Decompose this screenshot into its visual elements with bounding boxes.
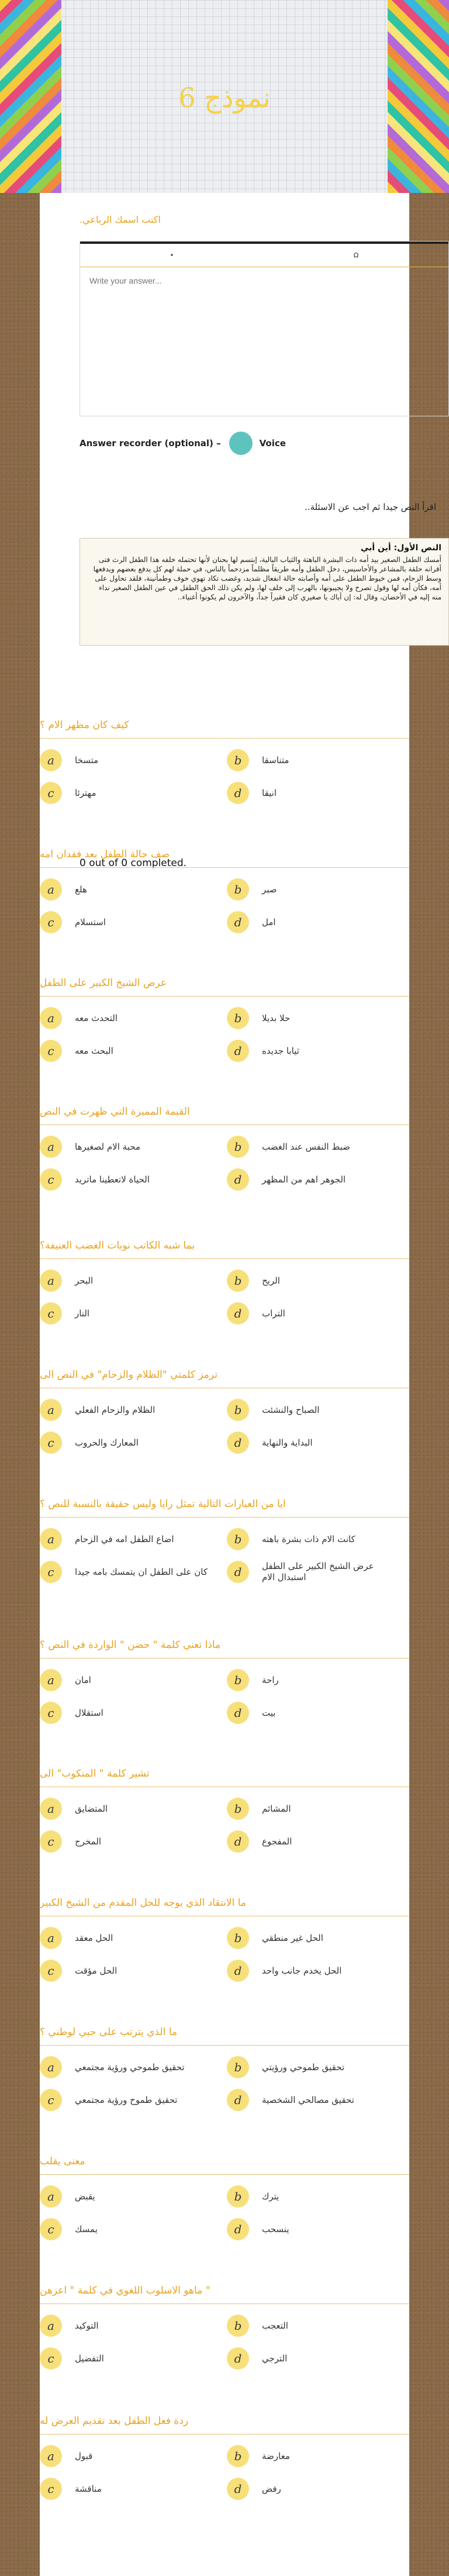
option-d[interactable] bbox=[227, 1829, 402, 1854]
option-letter-badge: d bbox=[227, 1302, 249, 1325]
option-letter-badge: b bbox=[227, 878, 249, 901]
option-letter-badge: d bbox=[227, 782, 249, 804]
option-label: الحياة لاتعطينا ماتريد bbox=[75, 1174, 150, 1185]
option-letter-badge: d bbox=[227, 2218, 249, 2240]
question-11 bbox=[40, 2026, 409, 2137]
option-d[interactable] bbox=[227, 1038, 402, 1064]
option-label: الحل يخدم جانب واحد bbox=[262, 1965, 342, 1976]
option-a[interactable] bbox=[40, 1268, 215, 1294]
option-label: امان bbox=[75, 1674, 91, 1685]
option-letter-badge: a bbox=[40, 878, 62, 901]
question-6 bbox=[40, 1369, 409, 1480]
answer-toolbar bbox=[80, 242, 448, 267]
option-label: تحقيق طموحي ورؤيتي bbox=[262, 2061, 345, 2072]
option-letter-badge: b bbox=[227, 1528, 249, 1550]
option-d[interactable] bbox=[227, 1559, 402, 1585]
option-d[interactable] bbox=[227, 2216, 402, 2242]
option-d[interactable] bbox=[227, 1430, 402, 1456]
option-a[interactable] bbox=[40, 1005, 215, 1031]
option-letter-badge: a bbox=[40, 1669, 62, 1691]
option-d[interactable] bbox=[227, 780, 402, 806]
question-12 bbox=[40, 2156, 409, 2267]
option-c[interactable] bbox=[40, 780, 215, 806]
option-letter-badge: a bbox=[40, 2056, 62, 2078]
page-title: نموذج 6 bbox=[178, 82, 271, 113]
option-label: يقبض bbox=[75, 2191, 95, 2202]
question-text: ايا من العبارات التالية تمثل رايا وليس حقيقة بالنسبة للنص ؟ bbox=[40, 1498, 409, 1518]
option-d[interactable] bbox=[227, 1301, 402, 1326]
option-letter-badge: d bbox=[227, 1702, 249, 1724]
question-3 bbox=[40, 977, 409, 1088]
option-a[interactable] bbox=[40, 2054, 215, 2080]
option-label: معارضة bbox=[262, 2450, 290, 2461]
option-a[interactable] bbox=[40, 1667, 215, 1693]
passage-image bbox=[80, 538, 449, 646]
option-letter-badge: d bbox=[227, 1168, 249, 1191]
option-letter-badge: b bbox=[227, 1798, 249, 1820]
option-c[interactable] bbox=[40, 1700, 215, 1726]
option-letter-badge: c bbox=[40, 1302, 62, 1325]
special-char-button[interactable]: Ω bbox=[353, 251, 359, 259]
option-d[interactable] bbox=[227, 1958, 402, 1984]
option-c[interactable] bbox=[40, 1829, 215, 1854]
option-label: التراب bbox=[262, 1308, 285, 1319]
option-d[interactable] bbox=[227, 2476, 402, 2502]
option-letter-badge: c bbox=[40, 782, 62, 804]
option-letter-badge: c bbox=[40, 911, 62, 933]
option-letter-badge: b bbox=[227, 1136, 249, 1158]
question-10 bbox=[40, 1897, 409, 2008]
option-letter-badge: a bbox=[40, 1136, 62, 1158]
question-text: ما الذي يترتب على حبي لوطني ؟ bbox=[40, 2026, 409, 2046]
option-label: التعجب bbox=[262, 2320, 288, 2331]
option-letter-badge: d bbox=[227, 1432, 249, 1454]
option-label: استسلام bbox=[75, 916, 106, 927]
option-letter-badge: d bbox=[227, 2089, 249, 2111]
option-b[interactable] bbox=[227, 1005, 402, 1031]
option-label: الريح bbox=[262, 1275, 280, 1286]
option-letter-badge: a bbox=[40, 1270, 62, 1292]
option-label: الحل غير منطقي bbox=[262, 1932, 323, 1943]
passage-text: أمسك الطفل الصغير بيد أمه ذات البشرة الباهتة والثياب البالية، إبتسم لها بحنان لأنها تحتمله خلفه هذا الطفل الرث فتى أقرانه حلقة بالمشاعر والأحاسيس، دخل الطفل وأمه طريقاً مظلماً مزدحماً بالناس، في حملة لهم كل يدفع بعضهم ويدفعها وسط الزحام، فمن خيوط الطفل على أمه وأصابته حالة انفعال شديد، وغضب تكاد تهوي خوف وطمأنينة، فلقد تحاول على أمه، فكأن أمه لها وقول تصرخ ولا يجيبونها، بالهرب إلى خلف لها، ولم يكن ذلك الحق الطفل في عين الطفل الصغير نداء منه إليه في الأحضان، وقال له: إن أباك يا صغيري كان فقيراً جداً، والآخرون لم يكونوا أغنياء.. bbox=[93, 556, 441, 601]
option-d[interactable] bbox=[227, 2346, 402, 2371]
option-letter-badge: a bbox=[40, 1399, 62, 1421]
option-label: يمسك bbox=[75, 2223, 98, 2234]
option-letter-badge: a bbox=[40, 2445, 62, 2467]
bullet-button[interactable]: • bbox=[170, 251, 174, 259]
option-a[interactable] bbox=[40, 747, 215, 773]
option-label: رفض bbox=[262, 2483, 281, 2494]
decorative-stripes-right bbox=[388, 0, 449, 193]
option-b[interactable] bbox=[227, 2313, 402, 2339]
question-4 bbox=[40, 1106, 409, 1217]
option-c[interactable] bbox=[40, 1301, 215, 1326]
voice-label: Voice bbox=[259, 438, 286, 449]
option-label: المفجوع bbox=[262, 1836, 292, 1847]
question-1 bbox=[40, 719, 409, 830]
option-letter-badge: d bbox=[227, 1561, 249, 1583]
option-letter-badge: b bbox=[227, 749, 249, 771]
option-label: عرض الشيخ الكبير على الطفل استبدال الام bbox=[262, 1561, 374, 1582]
option-label: كانت الام ذات بشرة باهته bbox=[262, 1533, 355, 1544]
option-letter-badge: a bbox=[40, 749, 62, 771]
option-letter-badge: c bbox=[40, 1561, 62, 1583]
option-label: متناسقا bbox=[262, 754, 289, 765]
option-label: امل bbox=[262, 916, 276, 927]
option-label: راحة bbox=[262, 1674, 279, 1685]
option-b[interactable] bbox=[227, 1796, 402, 1822]
option-label: التحدث معه bbox=[75, 1012, 118, 1023]
option-a[interactable] bbox=[40, 2313, 215, 2339]
worksheet-card bbox=[40, 193, 441, 2576]
question-13 bbox=[40, 2285, 409, 2396]
option-label: الحل معقد bbox=[75, 1932, 113, 1943]
option-label: مهترئا bbox=[75, 787, 96, 798]
option-letter-badge: b bbox=[227, 1669, 249, 1691]
option-b[interactable] bbox=[227, 1268, 402, 1294]
option-label: تحقيق طموح ورؤية مجتمعي bbox=[75, 2094, 178, 2105]
option-letter-badge: c bbox=[40, 1432, 62, 1454]
question-text: عرض الشيخ الكبير على الطفل bbox=[40, 977, 409, 996]
option-letter-badge: d bbox=[227, 2478, 249, 2500]
option-label: صبر bbox=[262, 884, 277, 895]
option-label: الحل مؤقت bbox=[75, 1965, 118, 1976]
option-letter-badge: b bbox=[227, 1399, 249, 1421]
option-a[interactable] bbox=[40, 877, 215, 902]
question-14 bbox=[40, 2415, 409, 2526]
option-label: تحقيق طموحي ورؤية مجتمعي bbox=[75, 2061, 185, 2072]
option-label: انيقا bbox=[262, 787, 277, 798]
option-d[interactable] bbox=[227, 1167, 402, 1192]
option-label: تحقيق مصالحي الشخصية bbox=[262, 2094, 354, 2105]
option-c[interactable] bbox=[40, 1167, 215, 1192]
option-letter-badge: b bbox=[227, 2056, 249, 2078]
option-a[interactable] bbox=[40, 1796, 215, 1822]
option-letter-badge: d bbox=[227, 911, 249, 933]
option-label: قبول bbox=[75, 2450, 93, 2461]
name-prompt: اكتب اسمك الرباعي. bbox=[80, 214, 161, 225]
question-text: ماهو الاسلوب اللغوي في كلمة " اعزهن " bbox=[40, 2285, 409, 2304]
option-letter-badge: c bbox=[40, 1702, 62, 1724]
option-letter-badge: c bbox=[40, 2347, 62, 2370]
option-b[interactable] bbox=[227, 1667, 402, 1693]
option-letter-badge: c bbox=[40, 1040, 62, 1062]
option-c[interactable] bbox=[40, 1958, 215, 1984]
question-text: بما شبه الكاتب نوبات الغضب العنيفة؟ bbox=[40, 1240, 409, 1259]
option-b[interactable] bbox=[227, 2184, 402, 2209]
option-letter-badge: d bbox=[227, 1040, 249, 1062]
option-label: التوكيد bbox=[75, 2320, 99, 2331]
option-label: الترجي bbox=[262, 2353, 288, 2364]
option-label: مناقشة bbox=[75, 2483, 102, 2494]
option-label: اضاع الطفل امه في الزحام bbox=[75, 1533, 174, 1544]
option-label: محبة الام لصغيرها bbox=[75, 1141, 140, 1152]
option-c[interactable] bbox=[40, 2476, 215, 2502]
option-b[interactable] bbox=[227, 1397, 402, 1423]
option-c[interactable] bbox=[40, 1559, 215, 1585]
question-8 bbox=[40, 1639, 409, 1750]
answer-box bbox=[80, 241, 449, 416]
option-letter-badge: b bbox=[227, 1270, 249, 1292]
option-d[interactable] bbox=[227, 909, 402, 935]
voice-record-button[interactable] bbox=[229, 432, 253, 455]
option-a[interactable] bbox=[40, 2184, 215, 2209]
question-9 bbox=[40, 1768, 409, 1879]
answer-input[interactable] bbox=[88, 275, 430, 286]
option-letter-badge: a bbox=[40, 2315, 62, 2337]
option-letter-badge: d bbox=[227, 1830, 249, 1853]
reading-instruction: اقرأ النص جيدا ثم اجب عن الاسئلة.. bbox=[305, 502, 436, 512]
option-label: الصباح والنشئت bbox=[262, 1404, 320, 1415]
option-label: الجوهر اهم من المظهر bbox=[262, 1174, 346, 1185]
option-d[interactable] bbox=[227, 1700, 402, 1726]
option-label: ينسحب bbox=[262, 2223, 289, 2234]
progress-label: 0 out of 0 completed. bbox=[80, 857, 187, 869]
answer-recorder bbox=[80, 432, 449, 455]
question-text: معنى يقلب bbox=[40, 2156, 409, 2175]
option-label: ثيابا جديده bbox=[262, 1045, 299, 1056]
option-a[interactable] bbox=[40, 2443, 215, 2469]
recorder-label: Answer recorder (optional) – bbox=[80, 438, 221, 449]
option-b[interactable] bbox=[227, 1526, 402, 1552]
question-text: ماذا تعني كلمة " حضن " الواردة في النص ؟ bbox=[40, 1639, 409, 1658]
question-text: تشير كلمة " المنكوب" الى bbox=[40, 1768, 409, 1787]
option-b[interactable] bbox=[227, 1134, 402, 1160]
option-a[interactable] bbox=[40, 1925, 215, 1951]
decorative-stripes-left bbox=[0, 0, 61, 193]
option-label: المشائم bbox=[262, 1803, 291, 1814]
option-a[interactable] bbox=[40, 1134, 215, 1160]
option-label: النار bbox=[75, 1308, 90, 1319]
option-label: التفضيل bbox=[75, 2353, 104, 2364]
question-text: كيف كان مظهر الام ؟ bbox=[40, 719, 409, 739]
option-label: الظلام والزحام الفعلي bbox=[75, 1404, 156, 1415]
question-7 bbox=[40, 1498, 409, 1609]
option-letter-badge: a bbox=[40, 1528, 62, 1550]
option-letter-badge: b bbox=[227, 2315, 249, 2337]
option-c[interactable] bbox=[40, 2346, 215, 2371]
option-letter-badge: a bbox=[40, 1798, 62, 1820]
question-text: ردة فعل الطفل بعد تقديم العرض له bbox=[40, 2415, 409, 2434]
option-letter-badge: c bbox=[40, 1168, 62, 1191]
option-label: المتضايق bbox=[75, 1803, 108, 1814]
option-letter-badge: c bbox=[40, 2089, 62, 2111]
option-label: ضبط النفس عند الغضب bbox=[262, 1141, 350, 1152]
question-5 bbox=[40, 1240, 409, 1351]
option-a[interactable] bbox=[40, 1526, 215, 1552]
option-label: كان على الطفل ان يتمسك بامه جيدا bbox=[75, 1566, 208, 1577]
option-b[interactable] bbox=[227, 2054, 402, 2080]
header-banner bbox=[0, 0, 449, 193]
option-label: متسخا bbox=[75, 754, 99, 765]
option-b[interactable] bbox=[227, 2443, 402, 2469]
question-text: القيمة المميزة التي ظهرت في النص bbox=[40, 1106, 409, 1125]
option-label: البحر bbox=[75, 1275, 94, 1286]
option-a[interactable] bbox=[40, 1397, 215, 1423]
option-letter-badge: c bbox=[40, 1960, 62, 1982]
option-c[interactable] bbox=[40, 1430, 215, 1456]
option-label: البداية والنهاية bbox=[262, 1437, 313, 1448]
option-letter-badge: c bbox=[40, 1830, 62, 1853]
option-letter-badge: a bbox=[40, 2185, 62, 2208]
option-b[interactable] bbox=[227, 1925, 402, 1951]
option-label: البحث معه bbox=[75, 1045, 113, 1056]
option-b[interactable] bbox=[227, 747, 402, 773]
question-text: ما الانتقاد الذي يوجه للحل المقدم من الشيخ الكبير bbox=[40, 1897, 409, 1916]
option-letter-badge: b bbox=[227, 2445, 249, 2467]
question-2 bbox=[40, 849, 409, 960]
option-label: بيت bbox=[262, 1707, 276, 1718]
question-text: صف حالة الطفل بعد فقدان امه bbox=[40, 849, 409, 868]
question-text: ترمز كلمتي "الظلام والزحام" في النص الى bbox=[40, 1369, 409, 1388]
option-c[interactable] bbox=[40, 1038, 215, 1064]
option-letter-badge: a bbox=[40, 1007, 62, 1029]
option-label: هلع bbox=[75, 884, 87, 895]
passage-title: النص الأول: أين أبي bbox=[360, 543, 441, 553]
option-letter-badge: b bbox=[227, 1007, 249, 1029]
option-label: استقلال bbox=[75, 1707, 103, 1718]
option-label: المعارك والحروب bbox=[75, 1437, 139, 1448]
option-letter-badge: b bbox=[227, 2185, 249, 2208]
option-letter-badge: d bbox=[227, 1960, 249, 1982]
option-c[interactable] bbox=[40, 2087, 215, 2113]
option-label: المخرج bbox=[75, 1836, 102, 1847]
option-letter-badge: a bbox=[40, 1927, 62, 1949]
option-c[interactable] bbox=[40, 2216, 215, 2242]
option-c[interactable] bbox=[40, 909, 215, 935]
option-label: يترك bbox=[262, 2191, 279, 2202]
option-b[interactable] bbox=[227, 877, 402, 902]
option-letter-badge: d bbox=[227, 2347, 249, 2370]
option-letter-badge: c bbox=[40, 2478, 62, 2500]
option-letter-badge: b bbox=[227, 1927, 249, 1949]
option-letter-badge: c bbox=[40, 2218, 62, 2240]
option-d[interactable] bbox=[227, 2087, 402, 2113]
option-label: حلا بديلا bbox=[262, 1012, 291, 1023]
